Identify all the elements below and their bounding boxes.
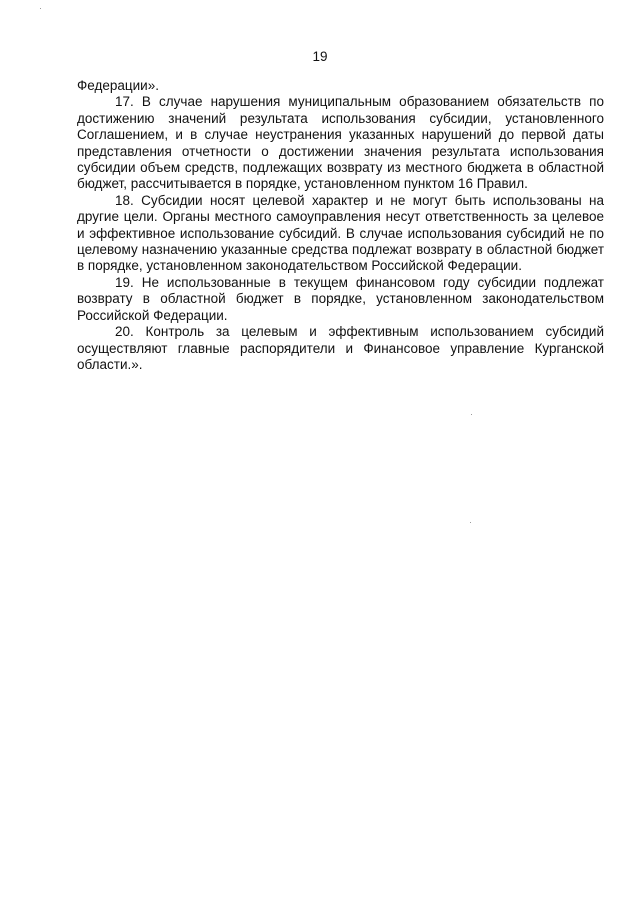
scan-speck [471, 414, 472, 415]
paragraph-20: 20. Контроль за целевым и эффективным использованием субсидий осуществляют главные распорядители и Финансовое управление Курганской области.». [77, 324, 604, 372]
scan-speck [40, 8, 41, 9]
paragraph-18: 18. Субсидии носят целевой характер и не могут быть использованы на другие цели. Органы местного самоуправления несут ответственность за целевое и эффективное использование субсидий. В случае использования субсидий не по целевому назначению указанные средства подлежат возврату в областной бюджет в порядке, установленном законодательством Российской Федерации. [77, 192, 604, 274]
paragraph-17: 17. В случае нарушения муниципальным образованием обязательств по достижению значений результата использования субсидии, установленного Соглашением, и в случае неустранения указанных нарушений до первой даты представления отчетности о достижении значения результата использования субсидии объем средств, подлежащих возврату из местного бюджета в областной бюджет, рассчитывается в порядке, установленном пунктом 16 Правил. [77, 94, 604, 192]
page-number: 19 [312, 49, 328, 64]
paragraph-19: 19. Не использованные в текущем финансовом году субсидии подлежат возврату в областной бюджет в порядке, установленном законодательством Российской Федерации. [77, 274, 604, 323]
document-body [77, 78, 604, 373]
paragraph-continuation: Федерации». [77, 78, 159, 93]
scan-speck [470, 522, 471, 523]
